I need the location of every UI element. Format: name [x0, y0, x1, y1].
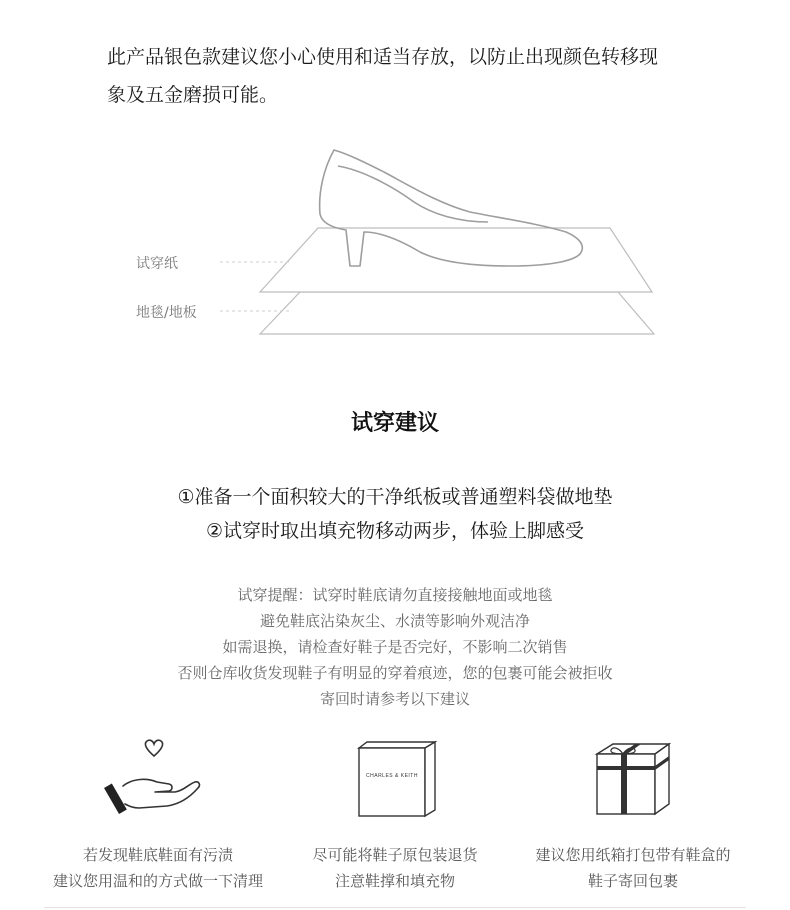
- reminder-line: 避免鞋底沾染灰尘、水渍等影响外观洁净: [259, 612, 530, 630]
- package-icon: [583, 738, 683, 818]
- silver-care-notice: [107, 38, 707, 114]
- tip-line: 建议您用温和的方式做一下清理: [52, 872, 263, 890]
- tip-line: 鞋子寄回包裹: [587, 872, 678, 890]
- shoe-on-paper-illustration: [0, 140, 790, 350]
- shoebox-icon: [345, 738, 445, 818]
- tip-text: [265, 842, 525, 894]
- paper-plane: [260, 228, 652, 292]
- notice-line-2: 象及五金磨损可能。: [107, 84, 279, 106]
- hand-heart-icon: [103, 738, 213, 818]
- box-brand-text: CHARLES & KEITH: [366, 773, 418, 779]
- tip-original-packaging: [265, 738, 525, 894]
- carpet-plane: [260, 292, 654, 334]
- tip-line: 若发现鞋底鞋面有污渍: [82, 846, 233, 864]
- tip-line: 尽可能将鞋子原包装退货: [312, 846, 478, 864]
- step-item: ②试穿时取出填充物移动两步，体验上脚感受: [205, 520, 585, 542]
- tip-text: [28, 842, 288, 894]
- paper-label: 试穿纸: [136, 256, 178, 272]
- tip-clean: [28, 738, 288, 894]
- tip-text: [503, 842, 763, 894]
- notice-line-1: 此产品银色款建议您小心使用和适当存放，以防止出现颜色转移现: [107, 46, 659, 68]
- try-on-illustration: [0, 140, 790, 350]
- tip-line: 注意鞋撑和填充物: [334, 872, 455, 890]
- reminder-line: 试穿提醒：试穿时鞋底请勿直接接触地面或地毯: [237, 586, 553, 604]
- reminder-line: 如需退换，请检查好鞋子是否完好，不影响二次销售: [222, 638, 568, 656]
- reminder-line: 否则仓库收货发现鞋子有明显的穿着痕迹，您的包裹可能会被拒收: [177, 664, 613, 682]
- return-tips: [0, 738, 790, 898]
- carpet-label: 地毯/地板: [136, 305, 197, 321]
- try-on-steps: [0, 480, 790, 548]
- bottom-divider: [44, 907, 746, 908]
- tip-carton-box: [503, 738, 763, 894]
- step-item: ①准备一个面积较大的干净纸板或普通塑料袋做地垫: [177, 486, 613, 508]
- try-on-reminder: [0, 582, 790, 712]
- reminder-line: 寄回时请参考以下建议: [319, 690, 470, 708]
- section-title: 试穿建议: [350, 411, 439, 436]
- tip-line: 建议您用纸箱打包带有鞋盒的: [535, 846, 731, 864]
